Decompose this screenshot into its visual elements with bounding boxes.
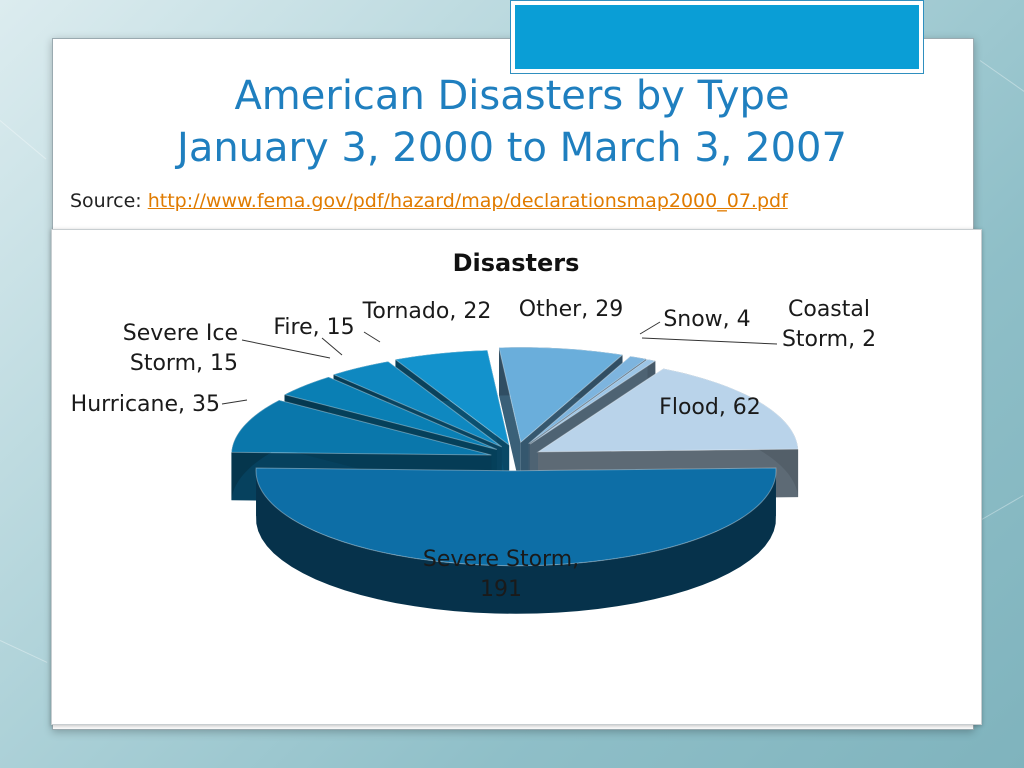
header-accent-fill <box>515 5 919 69</box>
background-decoration <box>980 495 1024 521</box>
pie-label-severe-ice-storm-line2: Storm, 15 <box>129 351 238 376</box>
chart-title: Disasters <box>452 249 580 277</box>
source-line <box>70 190 788 212</box>
pie-slices <box>231 347 798 614</box>
slide-title <box>52 70 972 174</box>
slide-title-line1: American Disasters by Type <box>234 73 790 119</box>
source-link[interactable]: http://www.fema.gov/pdf/hazard/map/declarationsmap2000_07.pdf <box>147 190 788 212</box>
pie-label-other: Other, 29 <box>518 297 624 322</box>
pie-label-severe-storm: Severe Storm, <box>422 547 580 572</box>
pie-label-hurricane: Hurricane, 35 <box>70 392 220 417</box>
pie-label-severe-storm-line2: 191 <box>480 577 522 602</box>
header-accent-box <box>510 0 924 74</box>
pie-label-coastal-storm-line2: Storm, 2 <box>781 327 877 352</box>
pie-leader-line <box>222 400 247 404</box>
background-decoration <box>0 120 46 159</box>
pie-label-tornado: Tornado, 22 <box>362 299 492 324</box>
pie-label-snow: Snow, 4 <box>663 307 751 332</box>
pie-label-fire: Fire, 15 <box>273 315 355 340</box>
pie-label-severe-ice-storm: Severe Ice <box>122 321 238 346</box>
slide-title-line2: January 3, 2000 to March 3, 2007 <box>177 125 847 171</box>
pie-leader-line <box>364 332 380 342</box>
pie-label-coastal-storm: Coastal <box>788 297 870 322</box>
chart-frame <box>51 229 982 725</box>
source-label: Source: <box>70 190 142 212</box>
pie-label-flood: Flood, 62 <box>659 395 761 420</box>
pie-leader-line <box>642 338 777 344</box>
background-decoration <box>980 60 1024 95</box>
pie-chart <box>52 230 981 724</box>
pie-leader-line <box>640 322 660 334</box>
background-decoration <box>0 640 47 663</box>
pie-leader-line <box>322 338 342 355</box>
pie-leader-line <box>242 340 330 358</box>
